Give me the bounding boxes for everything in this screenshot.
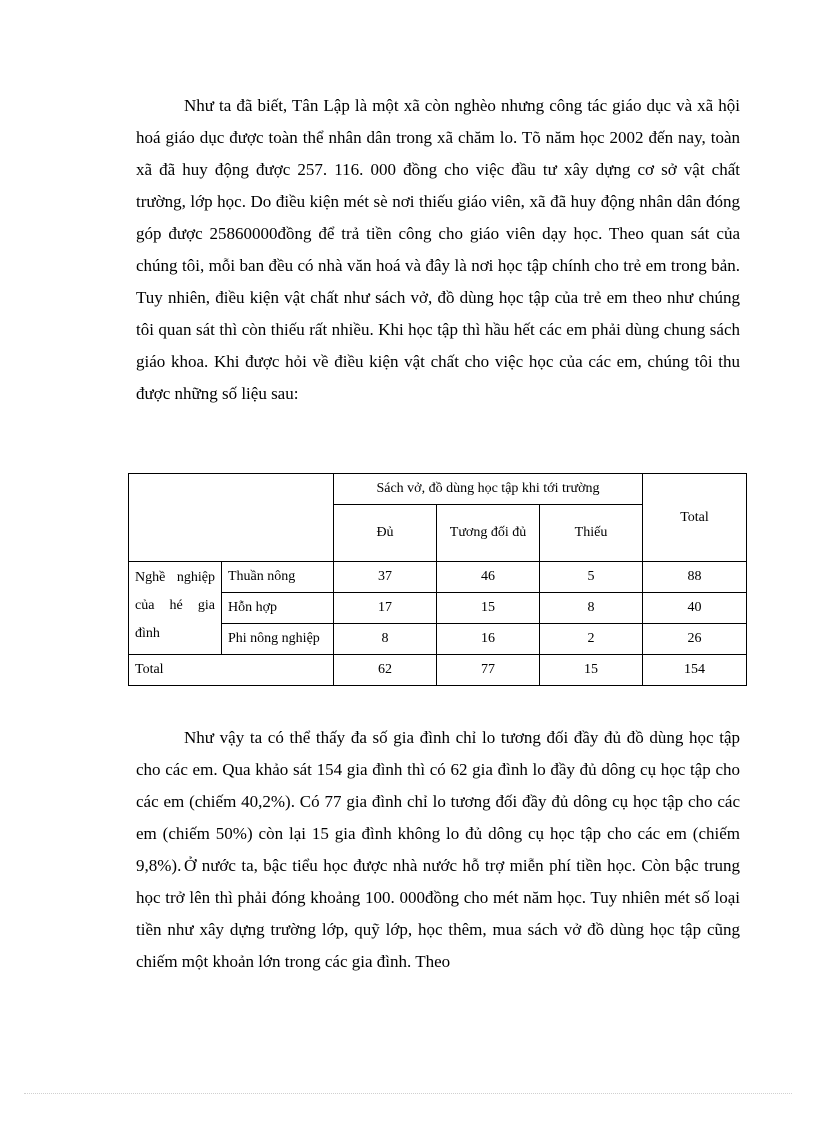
cell-tuong-doi: 16	[437, 624, 540, 655]
table-row	[129, 562, 747, 593]
row-label: Thuần nông	[222, 562, 334, 593]
cell-du: 17	[334, 593, 437, 624]
cell-total: 40	[643, 593, 747, 624]
total-label: Total	[129, 655, 334, 686]
cell-tuong-doi: 46	[437, 562, 540, 593]
cell-tuong-doi: 15	[437, 593, 540, 624]
total-du: 62	[334, 655, 437, 686]
paragraph-costs: Ở nước ta, bậc tiểu học được nhà nước hỗ trợ miễn phí tiền học. Còn bậc trung học trở lên thì phải đóng khoảng 100. 000đồng cho mét năm học. Tuy nhiên mét số loại tiền như xây dựng trường lớp, quỹ lớp, học thêm, mua sách vở đồ dùng học tập cũng chiếm một khoản lớn trong các gia đình. Theo	[136, 856, 740, 971]
group-header: Sách vở, đồ dùng học tập khi tới trường	[334, 474, 643, 505]
header-thieu: Thiếu	[540, 505, 643, 562]
row-group-label: Nghề nghiệp của hé gia đình	[129, 562, 222, 655]
table-corner-cell	[129, 474, 334, 562]
table-header-row	[129, 474, 747, 505]
table-row	[129, 624, 747, 655]
cell-thieu: 2	[540, 624, 643, 655]
row-label: Phi nông nghiệp	[222, 624, 334, 655]
paragraph-analysis: Như vậy ta có thể thấy đa số gia đình chỉ lo tương đối đầy đủ đồ dùng học tập cho các em. Qua khảo sát 154 gia đình thì có 62 gia đình lo đầy đủ dông cụ học tập cho các em (chiếm 40,2%). Có 77 gia đình chỉ lo tương đối đầy đủ dông cụ học tập cho các em (chiếm 50%) còn lại 15 gia đình không lo đủ dông cụ học tập cho các em (chiếm 9,8%).	[136, 728, 740, 875]
header-tuong-doi: Tương đối đủ	[437, 505, 540, 562]
total-tuong-doi: 77	[437, 655, 540, 686]
header-du: Đủ	[334, 505, 437, 562]
cell-thieu: 8	[540, 593, 643, 624]
page-bottom-divider	[24, 1093, 792, 1094]
cell-du: 8	[334, 624, 437, 655]
row-label: Hỗn hợp	[222, 593, 334, 624]
cell-thieu: 5	[540, 562, 643, 593]
cell-total: 26	[643, 624, 747, 655]
header-total: Total	[643, 474, 747, 562]
cell-du: 37	[334, 562, 437, 593]
paragraph-intro: Như ta đã biết, Tân Lập là một xã còn nghèo nhưng công tác giáo dục và xã hội hoá giáo dục được toàn thể nhân dân trong xã chăm lo. Tõ năm học 2002 đến nay, toàn xã đã huy động được 257. 116. 000 đồng cho việc đầu tư xây dựng cơ sở vật chất trường, lớp học. Do điều kiện mét sè nơi thiếu giáo viên, xã đã huy động nhân dân đóng góp được 25860000đồng để trả tiền công cho giáo viên dạy học. Theo quan sát của chúng tôi, mỗi ban đều có nhà văn hoá và đây là nơi học tập chính cho trẻ em trong bản. Tuy nhiên, điều kiện vật chất như sách vở, đồ dùng học tập của trẻ em theo như chúng tôi quan sát thì còn thiếu rất nhiều. Khi học tập thì hầu hết các em phải dùng chung sách giáo khoa. Khi được hỏi về điều kiện vật chất cho việc học của các em, chúng tôi thu được những số liệu sau:	[136, 96, 740, 403]
survey-table	[128, 473, 747, 686]
table-total-row	[129, 655, 747, 686]
cell-total: 88	[643, 562, 747, 593]
total-total: 154	[643, 655, 747, 686]
table-row	[129, 593, 747, 624]
total-thieu: 15	[540, 655, 643, 686]
